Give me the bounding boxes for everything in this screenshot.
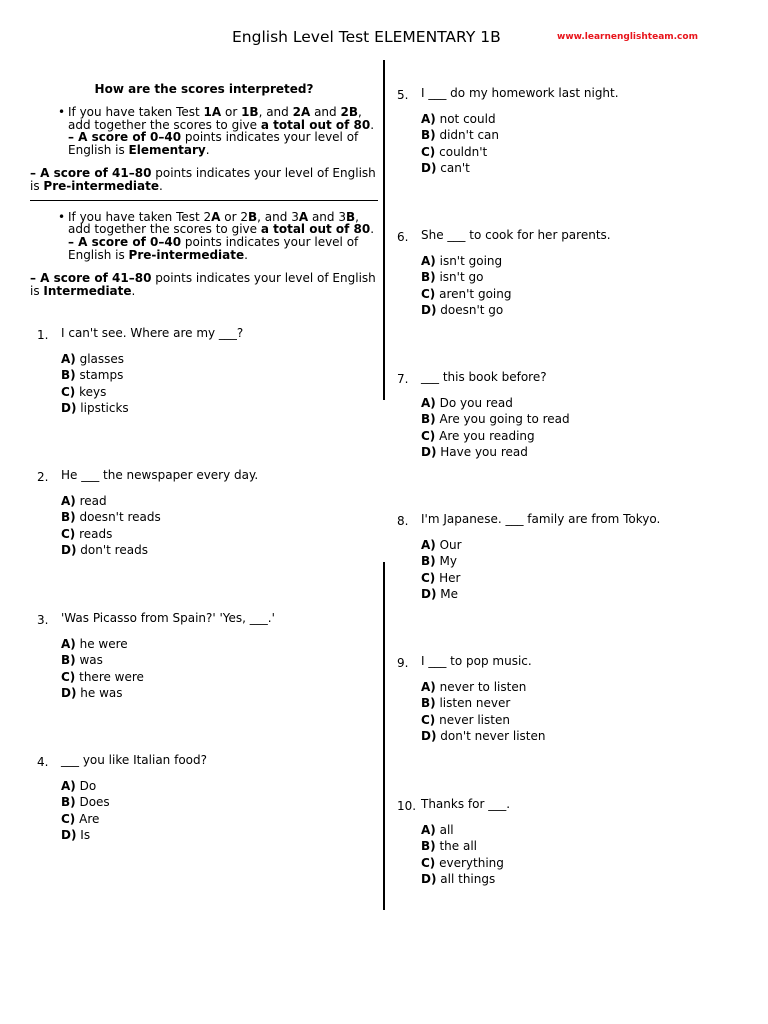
- question-number: 2.: [37, 470, 49, 484]
- intro-score-1: – A score of 41–80 points indicates your level of English is Pre-intermediate.: [30, 165, 376, 193]
- option-c[interactable]: C) never listen: [421, 712, 510, 727]
- option-d[interactable]: D) all things: [421, 871, 496, 886]
- option-a[interactable]: A) not could: [421, 112, 496, 126]
- option-c[interactable]: C) aren't going: [421, 286, 512, 301]
- option-d[interactable]: D) doesn't go: [421, 302, 504, 317]
- option-a[interactable]: A) he were: [61, 637, 128, 651]
- option-d[interactable]: D) don't reads: [61, 542, 148, 557]
- question-number: 7.: [397, 372, 409, 386]
- intro-bullet-2: • If you have taken Test 2A or 2B, and 3A and 3B, add together the scores to give a total out of 80. – A score of 0–40 points indicates your level of English is Pre-intermediate.: [58, 209, 375, 262]
- question-6: [397, 228, 611, 318]
- question-9: [397, 654, 546, 744]
- option-b[interactable]: B) My: [421, 554, 457, 569]
- question-number: 10.: [397, 799, 417, 813]
- score-interpretation: [30, 83, 378, 297]
- option-a[interactable]: A) glasses: [61, 352, 125, 366]
- question-number: 8.: [397, 514, 409, 528]
- option-c[interactable]: C) keys: [61, 384, 107, 399]
- option-a[interactable]: A) isn't going: [421, 254, 503, 268]
- option-d[interactable]: D) lipsticks: [61, 400, 129, 415]
- option-c[interactable]: C) Are: [61, 811, 100, 826]
- intro-bullet-1: • If you have taken Test 1A or 1B, and 2A and 2B, add together the scores to give a total out of 80. – A score of 0–40 points indicates your level of English is Elementary.: [58, 104, 375, 158]
- question-text: She ___ to cook for her parents.: [421, 228, 611, 242]
- bullet-icon: •: [58, 209, 66, 224]
- question-3: [37, 611, 275, 701]
- option-a[interactable]: A) Do you read: [421, 396, 513, 410]
- option-a[interactable]: A) Our: [421, 538, 462, 552]
- question-text: I'm Japanese. ___ family are from Tokyo.: [421, 512, 661, 526]
- bullet-icon: •: [58, 104, 66, 119]
- option-b[interactable]: B) isn't go: [421, 270, 484, 285]
- question-text: ___ this book before?: [421, 370, 547, 384]
- intro-divider: [30, 200, 378, 201]
- option-b[interactable]: B) Does: [61, 795, 110, 810]
- option-d[interactable]: D) can't: [421, 160, 470, 175]
- question-1: [37, 326, 243, 416]
- option-c[interactable]: C) couldn't: [421, 144, 488, 159]
- option-b[interactable]: B) listen never: [421, 696, 511, 711]
- option-a[interactable]: A) read: [61, 494, 107, 508]
- column-divider-bottom: [383, 562, 385, 910]
- intro-score-2: – A score of 41–80 points indicates your level of English is Intermediate.: [30, 270, 376, 298]
- site-url: www.learnenglishteam.com: [557, 32, 698, 42]
- question-2: [37, 468, 258, 558]
- option-d[interactable]: D) Me: [421, 586, 459, 601]
- option-b[interactable]: B) Are you going to read: [421, 412, 570, 427]
- option-c[interactable]: C) Are you reading: [421, 428, 535, 443]
- option-c[interactable]: C) reads: [61, 526, 113, 541]
- question-number: 6.: [397, 230, 409, 244]
- page-title: English Level Test ELEMENTARY 1B: [232, 28, 501, 46]
- option-d[interactable]: D) Have you read: [421, 444, 528, 459]
- question-text: Thanks for ___.: [421, 797, 511, 811]
- option-d[interactable]: D) don't never listen: [421, 728, 546, 743]
- question-text: I ___ do my homework last night.: [421, 86, 619, 100]
- question-10: [397, 797, 510, 887]
- option-b[interactable]: B) the all: [421, 839, 477, 854]
- question-text: ___ you like Italian food?: [61, 753, 207, 767]
- question-text: I can't see. Where are my ___?: [61, 326, 244, 340]
- question-number: 1.: [37, 328, 49, 342]
- option-d[interactable]: D) he was: [61, 685, 123, 700]
- question-text: I ___ to pop music.: [421, 654, 532, 668]
- option-a[interactable]: A) never to listen: [421, 680, 527, 694]
- option-a[interactable]: A) all: [421, 823, 454, 837]
- question-number: 5.: [397, 88, 409, 102]
- option-c[interactable]: C) Her: [421, 570, 461, 585]
- option-d[interactable]: D) Is: [61, 827, 91, 842]
- question-number: 9.: [397, 656, 409, 670]
- option-b[interactable]: B) doesn't reads: [61, 510, 161, 525]
- option-c[interactable]: C) there were: [61, 669, 144, 684]
- question-number: 3.: [37, 613, 49, 627]
- column-divider-top: [383, 60, 385, 400]
- question-4: [37, 753, 207, 843]
- question-5: [397, 86, 619, 176]
- option-b[interactable]: B) didn't can: [421, 128, 500, 143]
- question-8: [397, 512, 660, 602]
- question-text: 'Was Picasso from Spain?' 'Yes, ___.': [61, 611, 275, 625]
- question-7: [397, 370, 570, 460]
- question-number: 4.: [37, 755, 49, 769]
- option-c[interactable]: C) everything: [421, 855, 504, 870]
- question-text: He ___ the newspaper every day.: [61, 468, 259, 482]
- option-a[interactable]: A) Do: [61, 779, 97, 793]
- intro-heading: How are the scores interpreted?: [94, 82, 314, 96]
- option-b[interactable]: B) stamps: [61, 368, 124, 383]
- option-b[interactable]: B) was: [61, 653, 103, 668]
